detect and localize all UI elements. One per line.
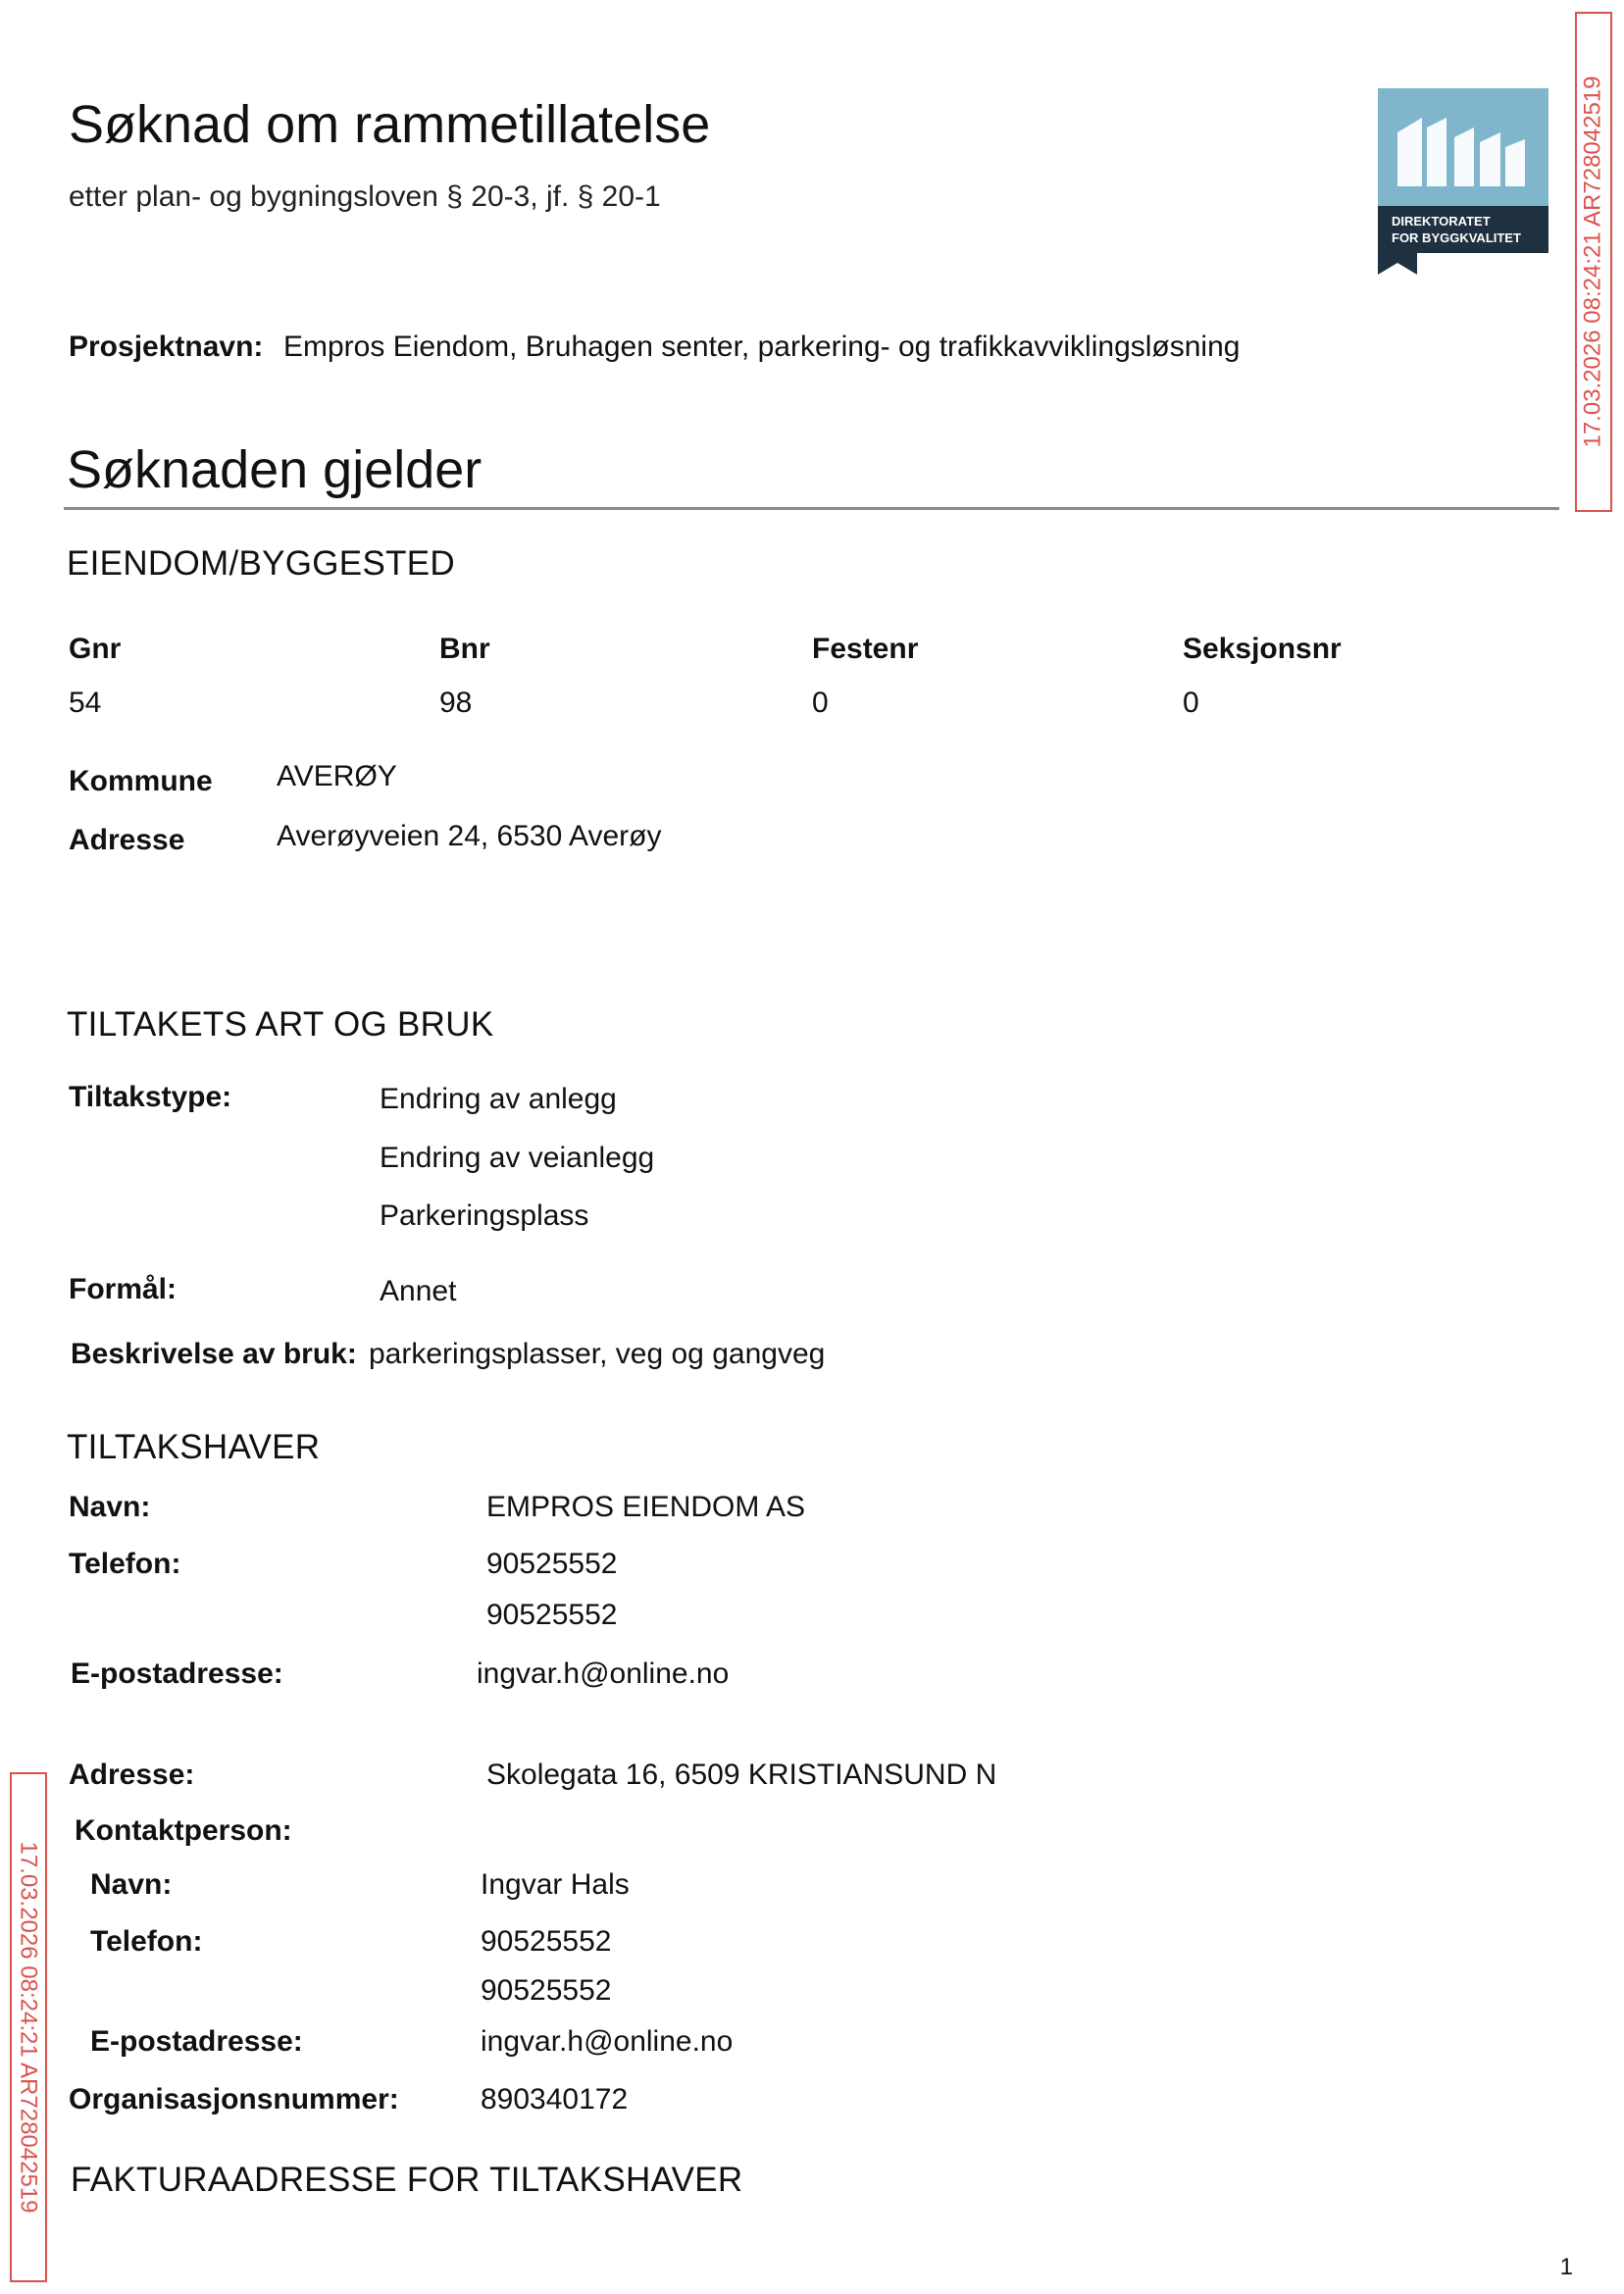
seksjonsnr-value: 0 (1183, 687, 1199, 719)
stamp-text: 17.03.2026 08:24:21 AR728042519 (16, 1841, 42, 2214)
kontakt-navn-label: Navn: (90, 1868, 173, 1901)
section-title: Søknaden gjelder (67, 440, 482, 499)
page-number: 1 (1559, 2254, 1573, 2280)
kommune-value: AVERØY (277, 760, 397, 792)
document-subtitle: etter plan- og bygningsloven § 20-3, jf. § 20-1 (69, 180, 661, 213)
bruk-value: parkeringsplasser, veg og gangveg (369, 1338, 826, 1370)
epost-label: E-postadresse: (71, 1657, 283, 1690)
telefon-value: 90525552 (486, 1599, 618, 1631)
formal-label: Formål: (69, 1273, 178, 1305)
project-label: Prosjektnavn: (69, 331, 264, 363)
orgnr-value: 890340172 (481, 2083, 629, 2116)
adresse-label: Adresse (69, 824, 185, 856)
th-adresse-label: Adresse: (69, 1759, 195, 1791)
tiltakstype-item: Endring av veianlegg (380, 1142, 655, 1174)
eiendom-heading: EIENDOM/BYGGESTED (67, 544, 455, 583)
orgnr-label: Organisasjonsnummer: (69, 2083, 399, 2116)
tiltak-heading: TILTAKETS ART OG BRUK (67, 1005, 494, 1044)
logo-line1: DIREKTORATET (1392, 214, 1491, 229)
stamp-text: 17.03.2026 08:24:21 AR728042519 (1580, 76, 1606, 448)
th-adresse-value: Skolegata 16, 6509 KRISTIANSUND N (486, 1759, 997, 1791)
section-divider (64, 507, 1559, 510)
kontakt-telefon-value: 90525552 (481, 1925, 612, 1958)
dibk-logo (1378, 88, 1548, 275)
logo-ribbon (1378, 253, 1417, 275)
kontakt-telefon-label: Telefon: (90, 1925, 203, 1958)
kontakt-epost-value: ingvar.h@online.no (481, 2025, 734, 2058)
kontakt-navn-value: Ingvar Hals (481, 1868, 630, 1901)
kontaktperson-label: Kontaktperson: (75, 1814, 292, 1847)
formal-value: Annet (380, 1275, 457, 1307)
faktura-heading: FAKTURAADRESSE FOR TILTAKSHAVER (71, 2161, 743, 2199)
navn-label: Navn: (69, 1491, 151, 1523)
document-title: Søknad om rammetillatelse (69, 95, 711, 154)
bnr-value: 98 (439, 687, 473, 719)
timestamp-stamp-left (10, 1772, 47, 2282)
seksjonsnr-label: Seksjonsnr (1183, 633, 1342, 665)
telefon-label: Telefon: (69, 1548, 181, 1580)
kommune-label: Kommune (69, 765, 213, 797)
logo-line2: FOR BYGGKVALITET (1392, 230, 1521, 245)
gnr-label: Gnr (69, 633, 122, 665)
tiltakstype-label: Tiltakstype: (69, 1081, 232, 1113)
festenr-label: Festenr (812, 633, 919, 665)
bruk-label: Beskrivelse av bruk: (71, 1338, 357, 1370)
tiltakshaver-heading: TILTAKSHAVER (67, 1428, 321, 1466)
adresse-value: Averøyveien 24, 6530 Averøy (277, 820, 662, 852)
telefon-value: 90525552 (486, 1548, 618, 1580)
kontakt-telefon-value: 90525552 (481, 1974, 612, 2007)
epost-value: ingvar.h@online.no (477, 1657, 730, 1690)
navn-value: EMPROS EIENDOM AS (486, 1491, 806, 1523)
tiltakstype-item: Parkeringsplass (380, 1199, 589, 1232)
bnr-label: Bnr (439, 633, 490, 665)
festenr-value: 0 (812, 687, 829, 719)
gnr-value: 54 (69, 687, 102, 719)
kontakt-epost-label: E-postadresse: (90, 2025, 303, 2058)
tiltakstype-item: Endring av anlegg (380, 1083, 617, 1115)
timestamp-stamp-right (1575, 12, 1612, 512)
project-value: Empros Eiendom, Bruhagen senter, parkering- og trafikkavviklingsløsning (283, 331, 1241, 363)
